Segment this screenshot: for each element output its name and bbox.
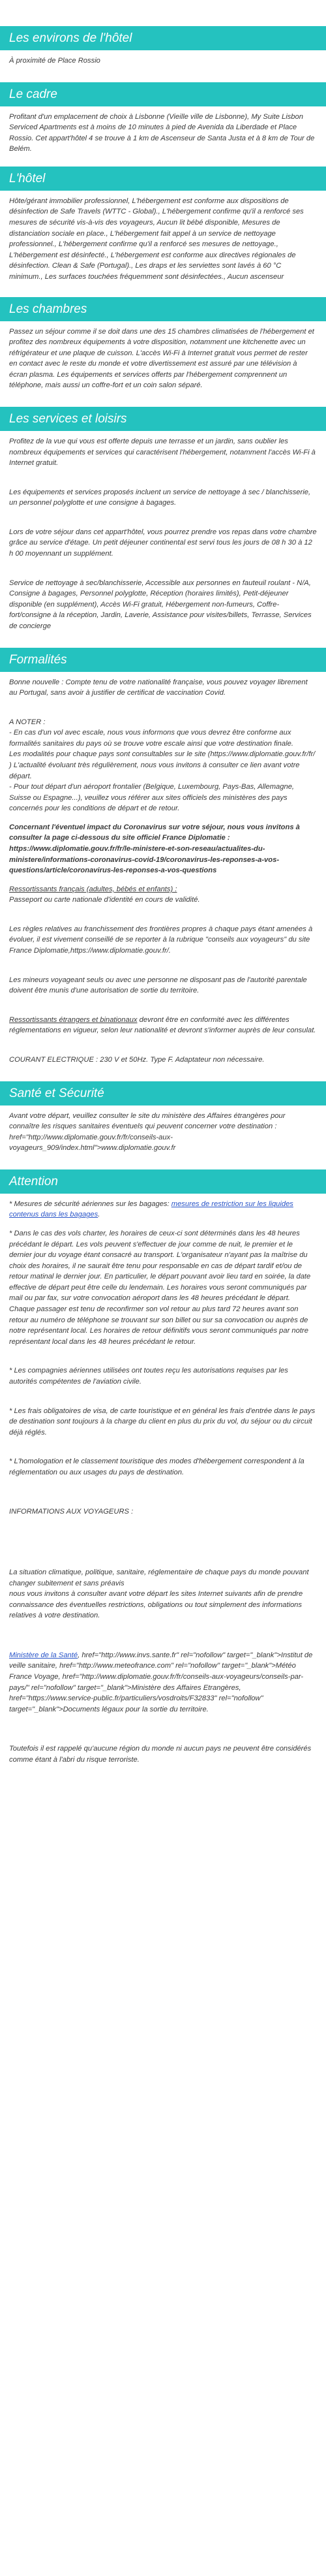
services-paragraph-3: Lors de votre séjour dans cet appart'hôtel, vous pourrez prendre vos repas dans votre chambre grâce au service d'étage. Un petit déjeuner continental est servi tous les jours de 08 h 30 à 12 h 00 moyennant un supplément. xyxy=(9,528,317,558)
etrangers-block xyxy=(9,1015,317,1036)
hotel-text: Hôte/gérant immobilier professionnel, L'hébergement est conforme aux dispositions de désinfection de Safe Travels (WTTC - Global)., L'hébergement confirme qu'il a renforcé ses mesures de sécurité vis-à-vis des voyageurs, Aucun lit bébé disponible, Mesures de distanciation sociale en place., L'hébergement fait appel à un service de nettoyage professionnel., L'hébergement confirme qu'il a renforcé ses mesures de nettoyage., L'hébergement est désinfecté., L'hébergement est conforme aux directives régionales de désinfection. Clean & Safe (Portugal)., Les draps et les serviettes sont lavés à 60 °C minimum., Les surfaces touchées fréquemment sont désinfectées., Aucun ascenseur xyxy=(9,197,304,281)
section-title-services: Les services et loisirs xyxy=(0,407,326,431)
punctuation: . xyxy=(98,1211,100,1219)
section-title-formalites: Formalités xyxy=(0,648,326,672)
covid-notice: Concernant l'éventuel impact du Coronavirus sur votre séjour, nous vous invitons à consulter la page ci-dessous du site officiel France Diplomatie : https://www.diplomatie.gouv.fr/fr/le-ministere-et-son-reseau/actualites-du-ministere/informations-coronavirus-covid-19/coronavirus-les-reponses-a-vos-questions/article/coronavirus-les-reponses-a-vos-questions xyxy=(9,823,300,875)
page xyxy=(0,26,326,1787)
travel-info-line: nous vous invitons à consulter avant votre départ les sites Internet suivants afin de prendre connaissance des éventuelles restrictions, obligations ou tout simplement des informations relatives à votre destination. xyxy=(9,1590,303,1620)
attention-paragraph-6: INFORMATIONS AUX VOYAGEURS : xyxy=(9,1508,134,1516)
links-list-text: , href="http://www.invs.sante.fr" rel="nofollow" target="_blank">Institut de veille sanitaire, href="http://www.meteofrance.com" rel="nofollow" target="_blank">Météo France Voyage, href="http://www.diplomatie.gouv.fr/fr/conseils-aux-voyageurs/conseils-par-pays/" rel="nofollow" target="_blank">Ministère des Affaires Etrangères, href="https://www.service-public.fr/particuliers/vosdroits/F32833" rel="nofollow" target="_blank">Documents légaux pour la sortie du territoire. xyxy=(9,1651,313,1713)
section-environs xyxy=(0,26,326,67)
services-paragraph-4: Service de nettoyage à sec/blanchisserie, Accessible aux personnes en fauteuil roulant - N/A, Consigne à bagages, Personnel polyglotte, Réception (horaires limités), Petit-déjeuner disponible (en supplément), Accès Wi-Fi gratuit, Hébergement non-fumeurs, Coffre-fort/consigne à la réception, Jardin, Laverie, Assistance pour visites/billets, Terrasse, Services de concierge xyxy=(9,579,312,630)
courant-text: COURANT ELECTRIQUE : 230 V et 50Hz. Type F. Adaptateur non nécessaire. xyxy=(9,1055,265,1064)
mineurs-text: Les mineurs voyageant seuls ou avec une personne ne disposant pas de l'autorité parentale doivent être munis d'une autorisation de sortie du territoire. xyxy=(9,976,307,995)
etrangers-label: Ressortissants étrangers et binationaux xyxy=(9,1015,138,1024)
attention-paragraph-5: * L'homologation et le classement touristique des modes d'hébergement correspondent à la réglementation ou aux usages du pays de destination. xyxy=(9,1457,304,1476)
nota-line: - Pour tout départ d'un aéroport frontalier (Belgique, Luxembourg, Pays-Bas, Allemagne, Suisse ou Espagne...), veuillez vous référer aux sites officiels des ministères des pays concernés pour les conditions de départ et de retour. xyxy=(9,783,295,813)
services-paragraph-1: Profitez de la vue qui vous est offerte depuis une terrasse et un jardin, sans oublier les nombreux équipements et services qui caractérisent l'hébergement, notamment l'accès Wi-Fi à Internet gratuit. xyxy=(9,437,316,468)
baggage-security-label: * Mesures de sécurité aériennes sur les bagages: xyxy=(9,1200,171,1208)
services-paragraph-2: Les équipements et services proposés incluent un service de nettoyage à sec / blanchisserie, un personnel polyglotte et une consigne à bagages. xyxy=(9,488,311,507)
section-formalites xyxy=(0,648,326,1066)
formalites-paragraph-1: Bonne nouvelle : Compte tenu de votre nationalité française, vous pouvez voyager librement au Portugal, sans avoir à justifier de certificat de vaccination Covid. xyxy=(9,678,308,697)
regles-text: Les règles relatives au franchissement des frontières propres à chaque pays étant amenées à évoluer, il est vivement conseillé de se reporter à la rubrique "conseils aux voyageurs" du site France Diplomatie,https://www.diplomatie.gouv.fr/. xyxy=(9,925,313,955)
ressortissants-label: Ressortissants français (adultes, bébés et enfants) : xyxy=(9,885,177,893)
formalites-nota xyxy=(9,717,317,814)
attention-paragraph-2: * Dans le cas des vols charter, les horaires de ceux-ci sont déterminés dans les 48 heures précédant le départ. Les vols peuvent s'effectuer de jour comme de nuit, le premier et le dernier jour du voyage étant consacré au transport. L'organisateur n'ayant pas la maîtrise du choix des horaires, il ne saurait être tenu pour responsable en cas de départ tardif et/ou de retour matinal le dernier jour. En particulier, le départ pouvant avoir lieu tard en soirée, la date effective de départ peut être celle du lendemain. Les horaires vous seront communiqués par mail ou par fax, sur votre convocation aéroport dans les 48 heures précédant le départ. Chaque passager est tenu de reconfirmer son vol retour au plus tard 72 heures avant son retour au numéro de téléphone se trouvant sur son billet ou sur sa convocation ou auprès de notre représentant local. Les horaires de retour définitifs vous seront communiqués par notre représentant local dans les 48 heures précédant le retour. xyxy=(9,1230,311,1346)
attention-paragraph-3: * Les compagnies aériennes utilisées ont toutes reçu les autorisations requises par les autorités compétentes de l'aviation civile. xyxy=(9,1367,288,1386)
chambres-text: Passez un séjour comme il se doit dans une des 15 chambres climatisées de l'hébergement et profitez des nombreux équipements à votre disposition, notamment une kitchenette avec un réfrigérateur et une plaque de cuisson. L'accès Wi-Fi à Internet gratuit vous permet de rester en contact avec le reste du monde et votre divertissement est assuré par une télévision à écran plasma. Les équipements et services offerts par l'hébergement comprennent un téléphone, mais aussi un coffre-fort et un coin salon séparé. xyxy=(9,327,314,390)
etrangers-text: devront être en conformité avec les différentes réglementations en vigueur, selon leur nationalité et devront s'informer auprès de leur consulat. xyxy=(9,1015,316,1035)
ministere-sante-link[interactable]: Ministère de la Santé xyxy=(9,1651,78,1659)
section-title-hotel: L'hôtel xyxy=(0,167,326,191)
attention-paragraph-4: * Les frais obligatoires de visa, de carte touristique et en général les frais d'entrée dans le pays de destination sont toujours à la charge du client en plus du prix du vol, du séjour ou du circuit déjà réglés. xyxy=(9,1407,316,1437)
attention-paragraph-9: Toutefois il est rappelé qu'aucune région du monde ni aucun pays ne peuvent être considérés comme étant à l'abri du risque terroriste. xyxy=(9,1745,312,1764)
environs-text: À proximité de Place Rossio xyxy=(9,57,100,65)
liquids-restriction-link[interactable]: mesures de restriction sur les liquides contenus dans les bagages xyxy=(9,1200,293,1219)
section-hotel xyxy=(0,167,326,283)
travel-info-line: La situation climatique, politique, sanitaire, réglementaire de chaque pays du monde pouvant changer subitement et sans préavis xyxy=(9,1568,309,1587)
nota-line: - En cas d'un vol avec escale, nous vous informons que vous devrez être conforme aux formalités sanitaires du pays où se trouve votre escale ainsi que votre destination finale. xyxy=(9,729,293,748)
ressortissants-block xyxy=(9,884,317,906)
section-sante xyxy=(0,1081,326,1154)
nota-line: Les modalités pour chaque pays sont consultables sur le site (https://www.diplomatie.gouv.fr/fr/ ) L'actualité évoluant très régulièrement, nous vous invitons à consulter ce lien avant votre départ. xyxy=(9,750,316,780)
section-title-attention: Attention xyxy=(0,1169,326,1194)
attention-paragraph-1 xyxy=(9,1199,317,1220)
attention-paragraph-8 xyxy=(9,1650,317,1715)
section-title-sante: Santé et Sécurité xyxy=(0,1081,326,1105)
nota-line: A NOTER : xyxy=(9,718,46,726)
section-attention xyxy=(0,1169,326,1766)
section-services xyxy=(0,407,326,632)
section-title-environs: Les environs de l'hôtel xyxy=(0,26,326,50)
cadre-text: Profitant d'un emplacement de choix à Lisbonne (Vieille ville de Lisbonne), My Suite Lisbon Serviced Apartments est à moins de 10 minutes à pied de Avenida da Liberdade et Place Rossio. Cet appart'hôtel 4 se trouve à 1 km de Ascenseur de Santa Justa et à 8 km de Tour de Belém. xyxy=(9,112,315,153)
sante-text: Avant votre départ, veuillez consulter le site du ministère des Affaires étrangères pour connaître les risques sanitaires éventuels qui peuvent concerner votre destination : href="http://www.diplomatie.gouv.fr/fr/conseils-aux-voyageurs_909/index.html">www.diplomatie.gouv.fr xyxy=(9,1111,286,1153)
section-chambres xyxy=(0,297,326,391)
ressortissants-text: Passeport ou carte nationale d'identité en cours de validité. xyxy=(9,896,200,904)
section-title-chambres: Les chambres xyxy=(0,297,326,321)
section-title-cadre: Le cadre xyxy=(0,82,326,106)
attention-paragraph-7 xyxy=(9,1567,317,1621)
section-cadre xyxy=(0,82,326,155)
